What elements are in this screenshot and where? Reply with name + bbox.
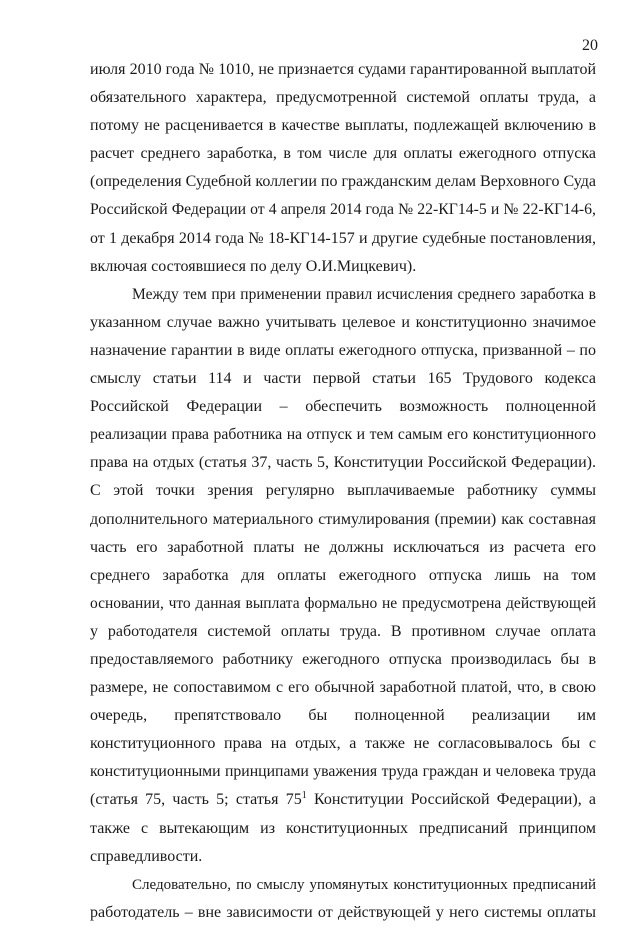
- text-line: назначение гарантии в виде оплаты ежегодного отпуска, призванной – по: [90, 341, 596, 359]
- text-line: Российской Федерации от 4 апреля 2014 года № 22-КГ14-5 и № 22-КГ14-6,: [90, 201, 596, 219]
- text-line: Следовательно, по смыслу упомянутых конституционных предписаний: [132, 876, 596, 893]
- text-line: очередь, препятствовало бы полноценной реализации им: [90, 707, 596, 725]
- text-line-with-superscript: [90, 786, 596, 814]
- text-line: основании, что данная выплата формально не предусмотрена действующей: [90, 594, 596, 612]
- text-line: права на отдых (статья 37, часть 5, Конституции Российской Федерации).: [90, 454, 596, 472]
- text-line: расчет среднего заработка, в том числе для оплаты ежегодного отпуска: [90, 145, 596, 163]
- text-line: справедливости.: [90, 847, 203, 865]
- text-line: размере, не сопоставимом с его обычной заработной платой, что, в свою: [90, 679, 596, 697]
- paragraph-2: [90, 281, 596, 871]
- text-line: потому не расценивается в качестве выплаты, подлежащей включению в: [90, 117, 596, 135]
- text-line: работодатель – вне зависимости от действующей у него системы оплаты: [90, 903, 596, 921]
- text-line: у работодателя системой оплаты труда. В противном случае оплата: [90, 622, 596, 640]
- text-line: среднего заработка для оплаты ежегодного отпуска лишь на том: [90, 566, 596, 584]
- text-line: конституционного права на отдых, а также не согласовывалось бы с: [90, 735, 596, 753]
- text-segment: Конституции Российской Федерации), а: [313, 791, 597, 809]
- text-line: реализации права работника на отпуск и тем самым его конституционного: [90, 426, 596, 444]
- text-line: Между тем при применении правил исчисления среднего заработка в: [132, 285, 596, 303]
- paragraph-1: [90, 56, 596, 281]
- text-line: предоставляемого работнику ежегодного отпуска производилась бы в: [90, 650, 596, 668]
- text-line: Российской Федерации – обеспечить возможность полноценной: [90, 398, 596, 416]
- text-line: дополнительного материального стимулирования (премии) как составная: [90, 510, 596, 528]
- text-line: смыслу статьи 114 и части первой статьи 165 Трудового кодекса: [90, 370, 596, 388]
- text-segment: (статья 75, часть 5; статья 75: [90, 791, 302, 809]
- paragraph-3: [90, 871, 596, 927]
- text-line: июля 2010 года № 1010, не признается судами гарантированной выплатой: [90, 61, 596, 78]
- text-line: указанном случае важно учитывать целевое и конституционно значимое: [90, 313, 596, 331]
- text-line: от 1 декабря 2014 года № 18-КГ14-157 и другие судебные постановления,: [90, 229, 596, 247]
- text-line: С этой точки зрения регулярно выплачиваемые работнику суммы: [90, 482, 596, 500]
- document-body: [90, 56, 596, 927]
- text-line: обязательного характера, предусмотренной системой оплаты труда, а: [90, 89, 596, 107]
- text-line: (определения Судебной коллегии по гражданским делам Верховного Суда: [90, 173, 596, 191]
- text-line: также с вытекающим из конституционных предписаний принципом: [90, 819, 596, 837]
- text-line: часть его заработной платы не должны исключаться из расчета его: [90, 538, 596, 556]
- text-line: конституционными принципами уважения труда граждан и человека труда: [90, 763, 596, 781]
- superscript: 1: [301, 790, 307, 802]
- page-number: 20: [582, 37, 598, 54]
- text-line: включая состоявшиеся по делу О.И.Мицкевич).: [90, 257, 417, 275]
